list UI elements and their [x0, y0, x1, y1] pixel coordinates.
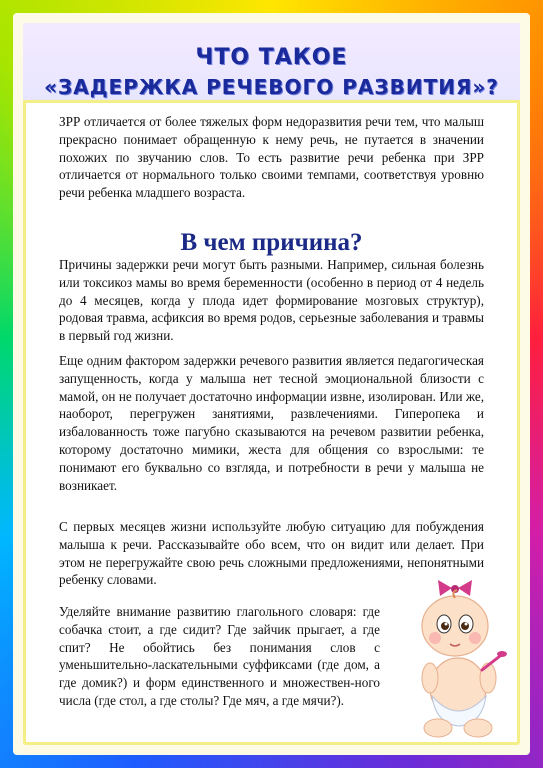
- section-heading: В чем причина?: [180, 229, 363, 256]
- paragraph-advice: С первых месяцев жизни используйте любую ситуацию для побуждения малыша к речи. Рассказывайте обо всем, что он видит или делает. При этом не перегружайте свою речь сложными предложениями, непонятными ребенку словами.: [59, 519, 484, 588]
- paragraph-causes: Причины задержки речи могут быть разными. Например, сильная болезнь или токсикоз мамы во время беременности (особенно в период от 4 недель до 4 месяцев, когда у плода идет формирование мозговых структур), родовая травма, асфиксия во время родов, серьезные заболевания и травмы в первый год жизни.: [59, 257, 484, 344]
- bow-icon: [438, 580, 472, 596]
- baby-illustration: [408, 578, 513, 748]
- poster-paper: [13, 13, 530, 755]
- paragraph-neglect: Еще одним фактором задержки речевого развития является педагогическая запущенность, когда у малыша нет тесной эмоциональной близости с мамой, он не получает достаточно информации извне, изолирован. Или же, наоборот, перегружен занятиями, развлечениями. Гиперопека и избалованность тоже пагубно сказываются на речевом развитии ребенка, которому достаточно мимики, жеста для общения со взрослыми: те понимают его буквально со взгляда, и потребности в речи у малыша не возникает.: [59, 353, 484, 493]
- title-band: [23, 23, 520, 103]
- title-line-1: ЧТО ТАКОЕ: [195, 45, 348, 70]
- intro-paragraph: ЗРР отличается от более тяжелых форм недоразвития речи тем, что малыш прекрасно понимает обращенную к нему речь, не путается в значении похожих по звучанию слов. То есть развитие речи ребенка при ЗРР отличается от нормального только своими темпами, соответствуя уровню речи ребенка младшего возраста.: [59, 114, 484, 201]
- paragraph-verbs: Уделяйте внимание развитию глагольного словаря: где собачка стоит, а где сидит? Где зайчик прыгает, а где спит? Не обойтись без понимания слов с уменьшительно-ласкательными суффиксами (где дом, а где домик?) и форм единственного и множествен-ного числа (где стол, а где столы? Где мяч, а где мячи?).: [59, 604, 380, 708]
- title-line-2: «ЗАДЕРЖКА РЕЧЕВОГО РАЗВИТИЯ»?: [44, 75, 499, 99]
